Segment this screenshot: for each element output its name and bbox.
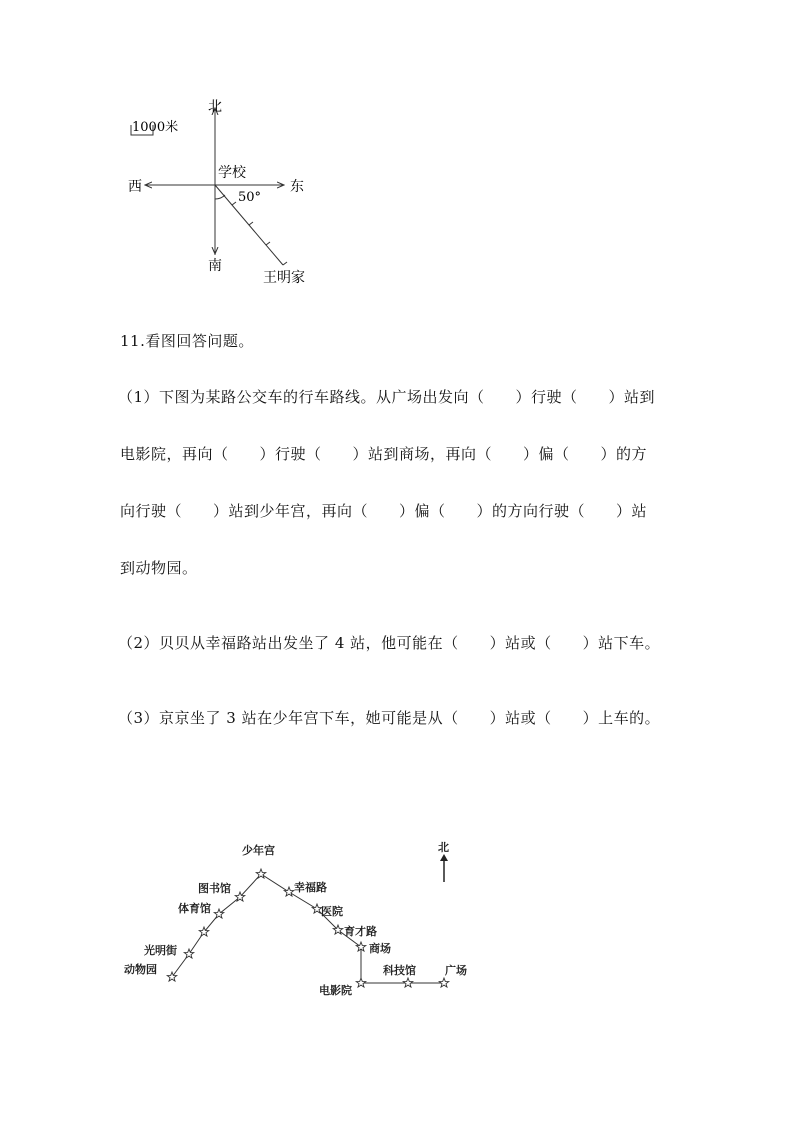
station-label-shangchang: 商场 [369,942,391,955]
station-label-yiyuan: 医院 [321,905,343,918]
station-star-guangchang [439,978,449,987]
part1-line-2: 电影院，再向（ ）行驶（ ）站到商场，再向（ ）偏（ ）的方 [120,445,648,463]
north-arrow-head [440,854,448,861]
home-label: 王明家 [263,270,305,286]
tick [232,202,236,205]
south-label: 南 [208,258,222,274]
station-label-guangchang: 广场 [445,964,467,977]
north-label: 北 [208,99,222,115]
station-label-dongwuyuan: 动物园 [124,963,157,976]
tick [249,222,253,225]
tick [266,242,270,245]
part1-line-4: 到动物园。 [120,559,198,577]
station-label-guangmingjie: 光明街 [144,944,177,957]
part2-text: （2）贝贝从幸福路站出发坐了 4 站，他可能在（ ）站或（ ）站下车。 [118,634,661,652]
station-label-dianyingyuan: 电影院 [319,984,352,997]
station-star-tiyuguan [214,909,224,918]
station-star-kejiguan [403,978,413,987]
origin-label: 学校 [218,165,246,181]
scale-label: 1000米 [132,120,179,135]
station-star-guangmingjie [184,949,194,958]
station-label-kejiguan: 科技馆 [383,964,416,977]
station-label-tushuguan: 图书馆 [198,882,231,895]
compass-figure [118,95,328,295]
north-label: 北 [438,841,449,854]
part3-text: （3）京京坐了 3 站在少年宫下车，她可能是从（ ）站或（ ）上车的。 [118,709,661,727]
tick [283,262,287,265]
station-label-xingfulu: 幸福路 [294,881,327,894]
part1-line-3: 向行驶（ ）站到少年宫，再向（ ）偏（ ）的方向行驶（ ）站 [120,502,648,520]
part1-line-1: （1）下图为某路公交车的行车路线。从广场出发向（ ）行驶（ ）站到 [118,388,656,406]
station-label-tiyuguan: 体育馆 [178,902,211,915]
station-label-yucailu: 育才路 [344,925,377,938]
west-label: 西 [128,179,142,195]
station-star-xingfulu [284,887,294,896]
east-label: 东 [290,179,304,195]
station-label-shaoniangong: 少年宫 [242,844,275,857]
station-star-dianyingyuan [356,978,366,987]
route-map [118,830,488,1010]
station-star-dongwuyuan [167,972,177,981]
angle-label: 50° [238,190,262,205]
question-title: 11.看图回答问题。 [120,332,254,350]
